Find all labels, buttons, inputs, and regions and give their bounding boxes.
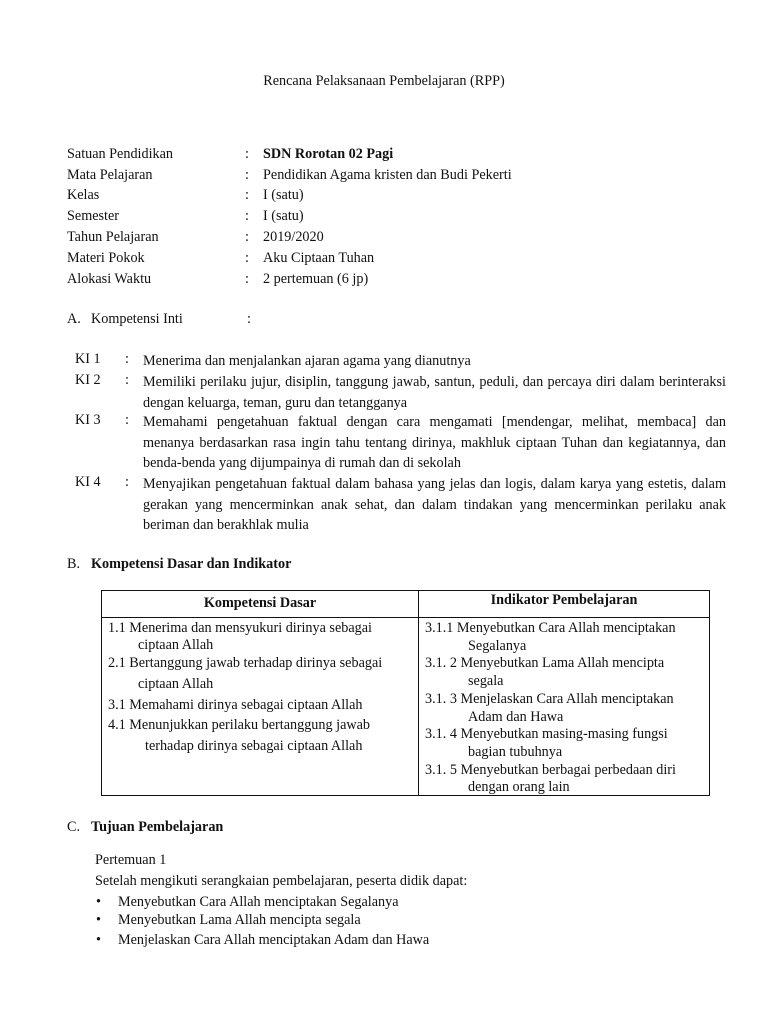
- table-header-kompetensi: Kompetensi Dasar: [203, 595, 317, 611]
- identity-value: 2 pertemuan (6 jp): [263, 271, 369, 287]
- ki-code: KI 4: [75, 474, 101, 490]
- ki-text: Menyajikan pengetahuan faktual dalam bahasa yang jelas dan logis, dalam karya yang estetis, dalam gerakan yang mencerminkan anak sehat, dan dalam tindakan yang mencerminkan perilaku anak beriman dan berakhlak mulia: [143, 476, 726, 534]
- identity-colon: :: [245, 146, 249, 162]
- ki-code: KI 2: [75, 372, 101, 388]
- goal-item: Menjelaskan Cara Allah menciptakan Adam dan Hawa: [118, 932, 430, 948]
- bullet-icon: •: [96, 932, 101, 948]
- section-c-heading: [67, 819, 223, 836]
- kd-line: ciptaan Allah: [138, 637, 214, 653]
- meeting-title: Pertemuan 1: [95, 852, 167, 868]
- identity-colon: :: [245, 271, 249, 287]
- identity-colon: :: [245, 208, 249, 224]
- bullet-icon: •: [96, 912, 101, 928]
- kd-line: terhadap dirinya sebagai ciptaan Allah: [145, 738, 363, 754]
- identity-label: Materi Pokok: [67, 250, 145, 266]
- ki-colon: :: [125, 412, 129, 428]
- ki-text: Menerima dan menjalankan ajaran agama yang dianutnya: [143, 353, 471, 369]
- table-divider: [418, 591, 419, 795]
- identity-value: SDN Rorotan 02 Pagi: [263, 146, 394, 162]
- ki-colon: :: [125, 372, 129, 388]
- indicator-line: Adam dan Hawa: [468, 709, 564, 725]
- section-title: Tujuan Pembelajaran: [91, 819, 224, 835]
- ki-text: Memiliki perilaku jujur, disiplin, tanggung jawab, santun, peduli, dan percaya diri dalam berinteraksi dengan keluarga, teman, guru dan tetangganya: [143, 374, 726, 411]
- table-divider: [102, 617, 709, 618]
- indicator-line: Segalanya: [468, 638, 527, 654]
- goal-item: Menyebutkan Lama Allah mencipta segala: [118, 912, 361, 928]
- kd-line: ciptaan Allah: [138, 676, 214, 692]
- kd-table: [101, 590, 710, 796]
- kd-line: 1.1 Menerima dan mensyukuri dirinya sebagai: [108, 620, 372, 636]
- table-header-indikator: Indikator Pembelajaran: [490, 592, 638, 608]
- identity-colon: :: [245, 229, 249, 245]
- indicator-line: 3.1. 4 Menyebutkan masing-masing fungsi: [425, 726, 668, 742]
- indicator-line: bagian tubuhnya: [468, 744, 563, 760]
- section-a-colon: :: [247, 311, 251, 327]
- section-b-heading: [67, 556, 291, 573]
- section-letter: B.: [67, 556, 81, 572]
- section-a-heading: [67, 311, 183, 328]
- identity-colon: :: [245, 250, 249, 266]
- ki-code: KI 1: [75, 351, 101, 367]
- identity-value: Pendidikan Agama kristen dan Budi Pekerti: [263, 167, 512, 183]
- meeting-intro: Setelah mengikuti serangkaian pembelajaran, peserta didik dapat:: [95, 873, 468, 889]
- identity-value: I (satu): [263, 208, 304, 224]
- indicator-line: dengan orang lain: [468, 779, 570, 795]
- kd-line: 4.1 Menunjukkan perilaku bertanggung jawab: [108, 717, 371, 733]
- section-letter: C.: [67, 819, 81, 835]
- indicator-line: segala: [468, 673, 504, 689]
- identity-label: Satuan Pendidikan: [67, 146, 173, 162]
- identity-label: Mata Pelajaran: [67, 167, 153, 183]
- identity-colon: :: [245, 167, 249, 183]
- identity-label: Semester: [67, 208, 120, 224]
- section-title: Kompetensi Inti: [91, 311, 183, 327]
- identity-label: Alokasi Waktu: [67, 271, 152, 287]
- section-title: Kompetensi Dasar dan Indikator: [91, 556, 292, 572]
- identity-value: 2019/2020: [263, 229, 324, 245]
- ki-colon: :: [125, 351, 129, 367]
- identity-label: Kelas: [67, 187, 100, 203]
- identity-colon: :: [245, 187, 249, 203]
- document-title: Rencana Pelaksanaan Pembelajaran (RPP): [263, 73, 505, 89]
- section-letter: A.: [67, 311, 81, 327]
- indicator-line: 3.1.1 Menyebutkan Cara Allah menciptakan: [425, 620, 676, 636]
- bullet-icon: •: [96, 894, 101, 910]
- goal-item: Menyebutkan Cara Allah menciptakan Segalanya: [118, 894, 399, 910]
- identity-label: Tahun Pelajaran: [67, 229, 159, 245]
- ki-colon: :: [125, 474, 129, 490]
- identity-value: I (satu): [263, 187, 304, 203]
- indicator-line: 3.1. 5 Menyebutkan berbagai perbedaan diri: [425, 762, 676, 778]
- kd-line: 3.1 Memahami dirinya sebagai ciptaan Allah: [108, 697, 363, 713]
- ki-text: Memahami pengetahuan faktual dengan cara mengamati [mendengar, melihat, membaca] dan menanya berdasarkan rasa ingin tahu tentang dirinya, makhluk ciptaan Tuhan dan kegiatannya, dan benda-benda yang dijumpainya di rumah dan di sekolah: [143, 414, 726, 472]
- ki-code: KI 3: [75, 412, 101, 428]
- kd-line: 2.1 Bertanggung jawab terhadap dirinya sebagai: [108, 655, 383, 671]
- identity-value: Aku Ciptaan Tuhan: [263, 250, 375, 266]
- indicator-line: 3.1. 2 Menyebutkan Lama Allah mencipta: [425, 655, 665, 671]
- indicator-line: 3.1. 3 Menjelaskan Cara Allah menciptakan: [425, 691, 674, 707]
